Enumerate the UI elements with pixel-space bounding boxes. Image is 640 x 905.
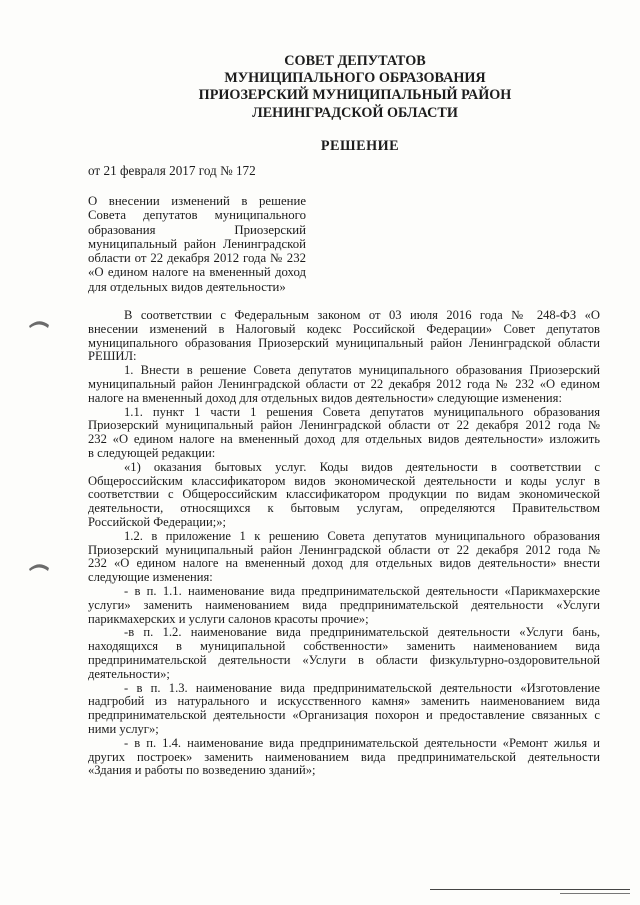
body-line: муниципальный район Ленинградской области от 22 декабря 2012 года № 232 «О едином xyxy=(88,377,600,391)
decision-body xyxy=(88,309,600,778)
subject-line: «О едином налоге на вмененный доход xyxy=(88,265,306,280)
body-line: -в п. 1.2. наименование вида предпринимательской деятельности «Услуги бань, xyxy=(124,626,600,640)
body-line: деятельности»; xyxy=(88,667,170,681)
body-line: ними услуг»; xyxy=(88,722,159,736)
punch-hole-mark xyxy=(28,317,50,329)
body-line: других построек» заменить наименованием вида предпринимательской деятельности xyxy=(88,750,600,764)
body-line: Приозерский муниципальный район Ленинградской области от 22 декабря 2012 года № xyxy=(88,419,600,433)
body-line: Российской Федерации;»; xyxy=(88,515,226,529)
body-line: следующие изменения: xyxy=(88,571,213,585)
punch-hole-mark xyxy=(28,560,50,572)
body-line: - в п. 1.1. наименование вида предпринимательской деятельности «Парикмахерские xyxy=(124,584,600,598)
body-line: парикмахерских и услуги салонов красоты прочие»; xyxy=(88,612,369,626)
body-line: муниципального образования Приозерский муниципальный район Ленинградской области xyxy=(88,336,600,350)
header-line: ПРИОЗЕРСКИЙ МУНИЦИПАЛЬНЫЙ РАЙОН xyxy=(198,87,512,104)
header-line: ЛЕНИНГРАДСКОЙ ОБЛАСТИ xyxy=(252,104,458,121)
header-line: СОВЕТ ДЕПУТАТОВ xyxy=(284,53,426,69)
body-line: 232 «О едином налоге на вмененный доход для отдельных видов деятельности» изложить xyxy=(88,433,600,447)
subject-line: для отдельных видов деятельности» xyxy=(88,279,286,294)
body-line: деятельности, относящихся к бытовым услугам, определяются Правительством xyxy=(88,502,600,516)
body-line: Общероссийским классификатором видов экономической деятельности и коды услуг в xyxy=(88,474,600,488)
body-line: «1) оказания бытовых услуг. Коды видов деятельности в соответствии с xyxy=(124,460,600,474)
body-line: - в п. 1.3. наименование вида предпринимательской деятельности «Изготовление xyxy=(124,681,600,695)
body-line: 1. Внести в решение Совета депутатов муниципального образования Приозерский xyxy=(124,364,600,378)
subject-line: образования Приозерский xyxy=(88,222,306,237)
subject-line: Совета депутатов муниципального xyxy=(88,208,306,223)
document-title: РЕШЕНИЕ xyxy=(320,138,400,154)
document-header xyxy=(140,53,570,122)
scan-edge-line xyxy=(560,893,630,894)
subject-line: области от 22 декабря 2012 года № 232 xyxy=(88,251,306,266)
body-line: предпринимательской деятельности «Организация похорон и предоставление связанных с xyxy=(88,709,600,723)
body-line: налоге на вмененный доход для отдельных видов деятельности» следующие изменения: xyxy=(88,391,562,405)
decision-date: от 21 февраля 2017 год № 172 xyxy=(88,163,256,178)
body-line: внесении изменений в Налоговый кодекс Российской Федерации» Совет депутатов xyxy=(88,322,600,336)
body-line: соответствии с Общероссийским классификатором продукции по видам экономической xyxy=(88,488,600,502)
body-line: находящихся в муниципальной собственности» заменить наименованием вида xyxy=(88,640,600,654)
subject-line: муниципальный район Ленинградской xyxy=(88,236,306,251)
subject-line: О внесении изменений в решение xyxy=(88,194,306,208)
body-line: 232 «О едином налоге на вмененный доход для отдельных видов деятельности» внести xyxy=(88,557,600,571)
body-line: предпринимательской деятельности «Услуги в области физкультурно-оздоровительной xyxy=(88,653,600,667)
body-line: надгробий из натурального и искусственного камня» заменить наименованием вида xyxy=(88,695,600,709)
body-line: В соответствии с Федеральным законом от 03 июля 2016 года № 248-ФЗ «О xyxy=(124,309,600,322)
header-line: МУНИЦИПАЛЬНОГО ОБРАЗОВАНИЯ xyxy=(224,70,486,87)
body-line: 1.1. пункт 1 части 1 решения Совета депутатов муниципального образования xyxy=(124,405,600,419)
body-line: «Здания и работы по возведению зданий»; xyxy=(88,764,316,778)
body-line: РЕШИЛ: xyxy=(88,350,137,364)
body-line: 1.2. в приложение 1 к решению Совета депутатов муниципального образования xyxy=(124,529,600,543)
body-line: услуги» заменить наименованием вида предпринимательской деятельности «Услуги xyxy=(88,598,600,612)
body-line: Приозерский муниципальный район Ленинградской области от 22 декабря 2012 года № xyxy=(88,543,600,557)
scan-edge-line xyxy=(430,889,630,890)
body-line: - в п. 1.4. наименование вида предпринимательской деятельности «Ремонт жилья и xyxy=(124,736,600,750)
decision-subject xyxy=(88,194,306,294)
body-line: в следующей редакции: xyxy=(88,446,216,460)
